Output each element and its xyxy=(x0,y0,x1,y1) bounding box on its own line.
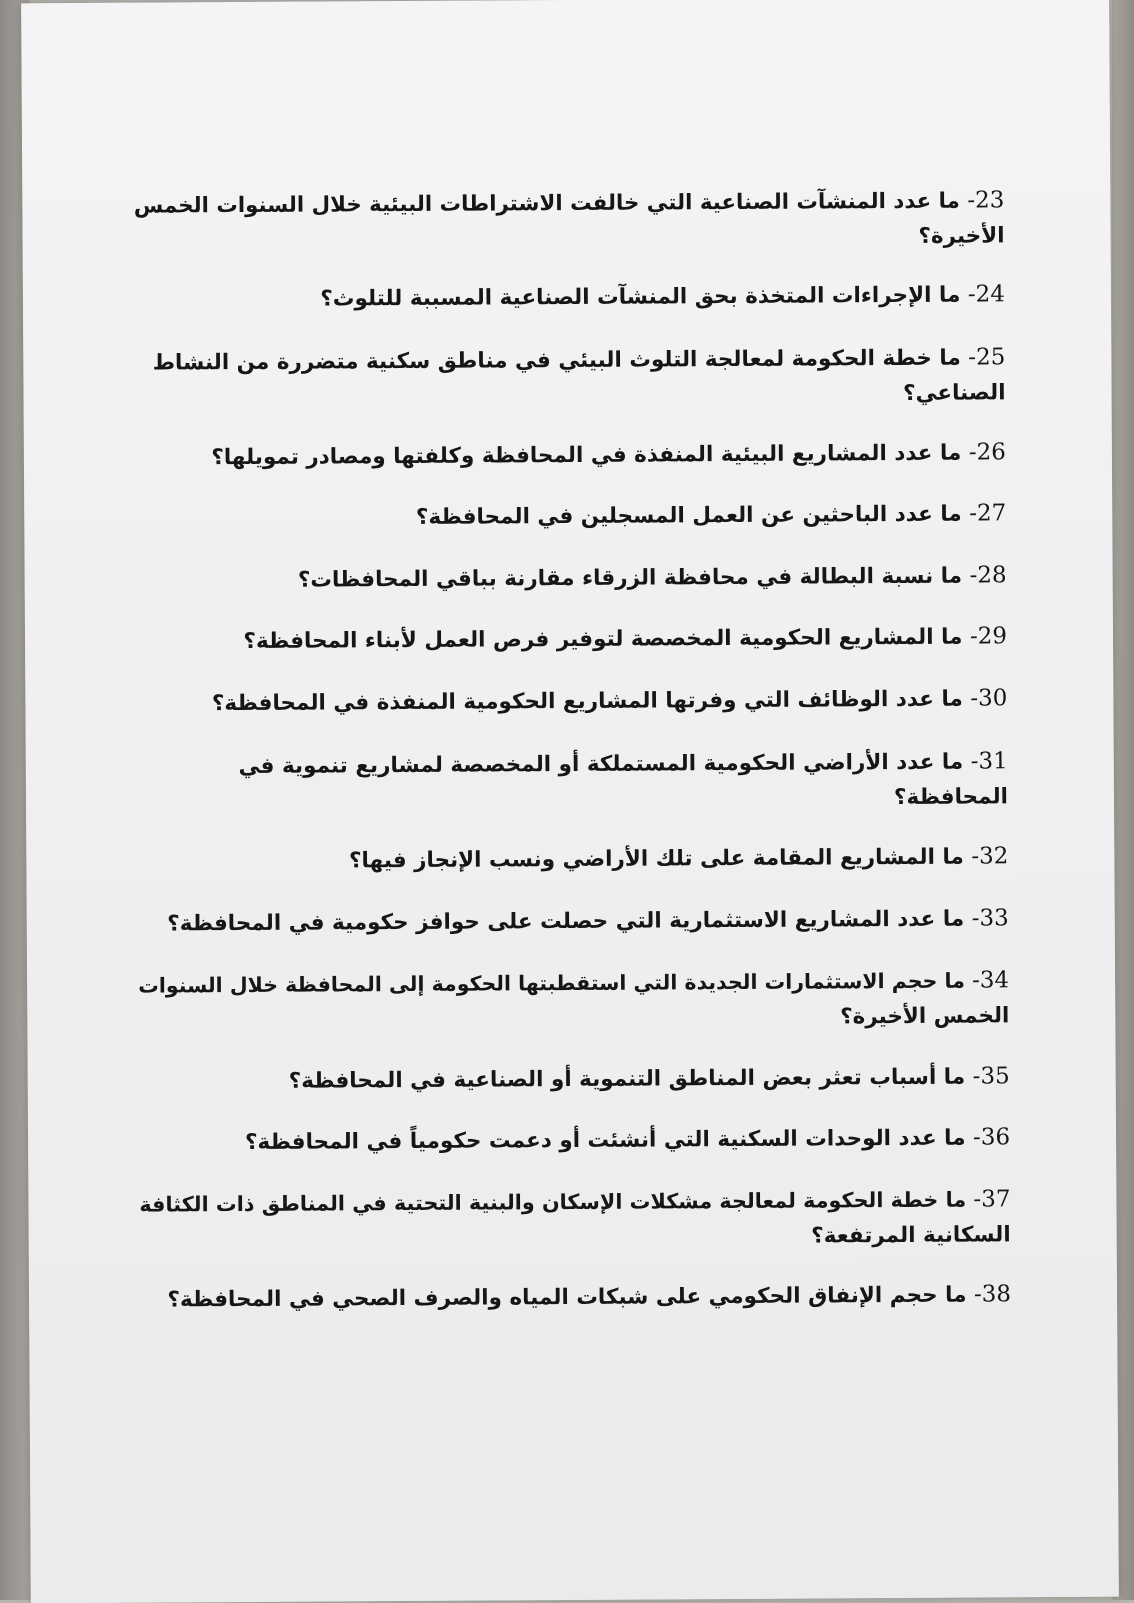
question-text: ما نسبة البطالة في محافظة الزرقاء مقارنة بباقي المحافظات؟ xyxy=(297,563,963,593)
question-number: 23- xyxy=(967,187,1005,214)
question-line: الأخيرة؟ xyxy=(918,223,1005,249)
question-text: ما أسباب تعثر بعض المناطق التنموية أو الصناعية في المحافظة؟ xyxy=(288,1064,966,1094)
question-line: الصناعي؟ xyxy=(903,380,1006,406)
question-line xyxy=(245,1120,1010,1160)
question-line xyxy=(212,681,1008,721)
question-line xyxy=(320,277,1005,316)
question-text: ما عدد المنشآت الصناعية التي خالفت الاشتراطات البيئية خلال السنوات الخمس xyxy=(133,188,960,219)
question-number: 27- xyxy=(969,500,1007,527)
question-38 xyxy=(167,1277,1011,1317)
question-text: ما عدد الباحثين عن العمل المسجلين في المحافظة؟ xyxy=(415,501,962,530)
question-34 xyxy=(138,963,1009,1038)
question-line: السكانية المرتفعة؟ xyxy=(811,1222,1011,1249)
question-text: ما خطة الحكومة لمعالجة مشكلات الإسكان والبنية التحتية في المناطق ذات الكثافة xyxy=(139,1187,967,1217)
question-text: ما عدد المشاريع الاستثمارية التي حصلت على حوافز حكومية في المحافظة؟ xyxy=(167,906,965,937)
question-25 xyxy=(153,340,1006,415)
question-line: المحافظة؟ xyxy=(893,784,1009,811)
question-text: ما حجم الاستثمارات الجديدة التي استقطبتها الحكومة إلى المحافظة خلال السنوات xyxy=(138,968,965,998)
question-text: ما حجم الإنفاق الحكومي على شبكات المياه والصرف الصحي في المحافظة؟ xyxy=(167,1282,967,1313)
question-number: 33- xyxy=(971,905,1009,932)
question-number: 38- xyxy=(973,1281,1012,1308)
question-text: ما خطة الحكومة لمعالجة التلوث البيئي في مناطق سكنية متضررة من النشاط xyxy=(152,345,961,376)
question-33 xyxy=(167,901,1009,941)
question-32 xyxy=(349,839,1009,878)
question-number: 26- xyxy=(968,439,1006,466)
question-number: 34- xyxy=(971,967,1010,994)
question-28 xyxy=(298,558,1007,597)
question-line xyxy=(138,963,1009,1003)
question-26 xyxy=(211,435,1006,475)
question-line xyxy=(139,1182,1010,1222)
paper-sheet xyxy=(21,0,1119,1603)
question-number: 36- xyxy=(972,1124,1011,1151)
question-number: 31- xyxy=(970,748,1008,775)
question-line xyxy=(153,340,1006,380)
question-number: 29- xyxy=(969,623,1008,650)
question-29 xyxy=(243,619,1007,659)
question-text: ما عدد الأراضي الحكومية المستملكة أو المخصصة لمشاريع تنموية في xyxy=(238,749,964,780)
question-line xyxy=(298,558,1007,597)
question-text: ما عدد الوحدات السكنية التي أنشئت أو دعمت حكومياً في المحافظة؟ xyxy=(244,1125,966,1155)
question-line xyxy=(243,619,1007,659)
question-number: 25- xyxy=(968,344,1006,371)
question-line xyxy=(167,901,1009,941)
question-36 xyxy=(245,1120,1010,1160)
question-30 xyxy=(212,681,1008,721)
question-number: 35- xyxy=(972,1063,1010,1090)
question-number: 24- xyxy=(967,281,1005,308)
question-line xyxy=(349,839,1009,878)
question-text: ما الإجراءات المتخذة بحق المنشآت الصناعية المسببة للتلوث؟ xyxy=(320,282,961,312)
question-line xyxy=(416,496,1007,535)
question-text: ما المشاريع الحكومية المخصصة لتوفير فرص العمل لأبناء المحافظة؟ xyxy=(243,624,963,654)
question-line xyxy=(239,744,1008,784)
question-27 xyxy=(416,496,1007,535)
question-number: 37- xyxy=(973,1186,1011,1213)
question-line xyxy=(211,435,1006,475)
question-text: ما المشاريع المقامة على تلك الأراضي ونسب الإنجاز فيها؟ xyxy=(348,844,964,874)
question-text: ما عدد المشاريع البيئية المنفذة في المحافظة وكلفتها ومصادر تمويلها؟ xyxy=(211,440,962,471)
question-35 xyxy=(289,1059,1010,1098)
question-number: 30- xyxy=(970,685,1008,712)
question-23 xyxy=(134,183,1005,258)
question-line xyxy=(134,183,1005,223)
question-37 xyxy=(139,1182,1011,1257)
question-line: الخمس الأخيرة؟ xyxy=(840,1003,1010,1030)
question-line xyxy=(289,1059,1010,1098)
question-number: 32- xyxy=(971,843,1009,870)
question-text: ما عدد الوظائف التي وفرتها المشاريع الحكومية المنفذة في المحافظة؟ xyxy=(211,686,963,717)
question-number: 28- xyxy=(969,562,1007,589)
question-line xyxy=(167,1277,1011,1317)
question-31 xyxy=(239,744,1009,819)
question-24 xyxy=(320,277,1005,316)
